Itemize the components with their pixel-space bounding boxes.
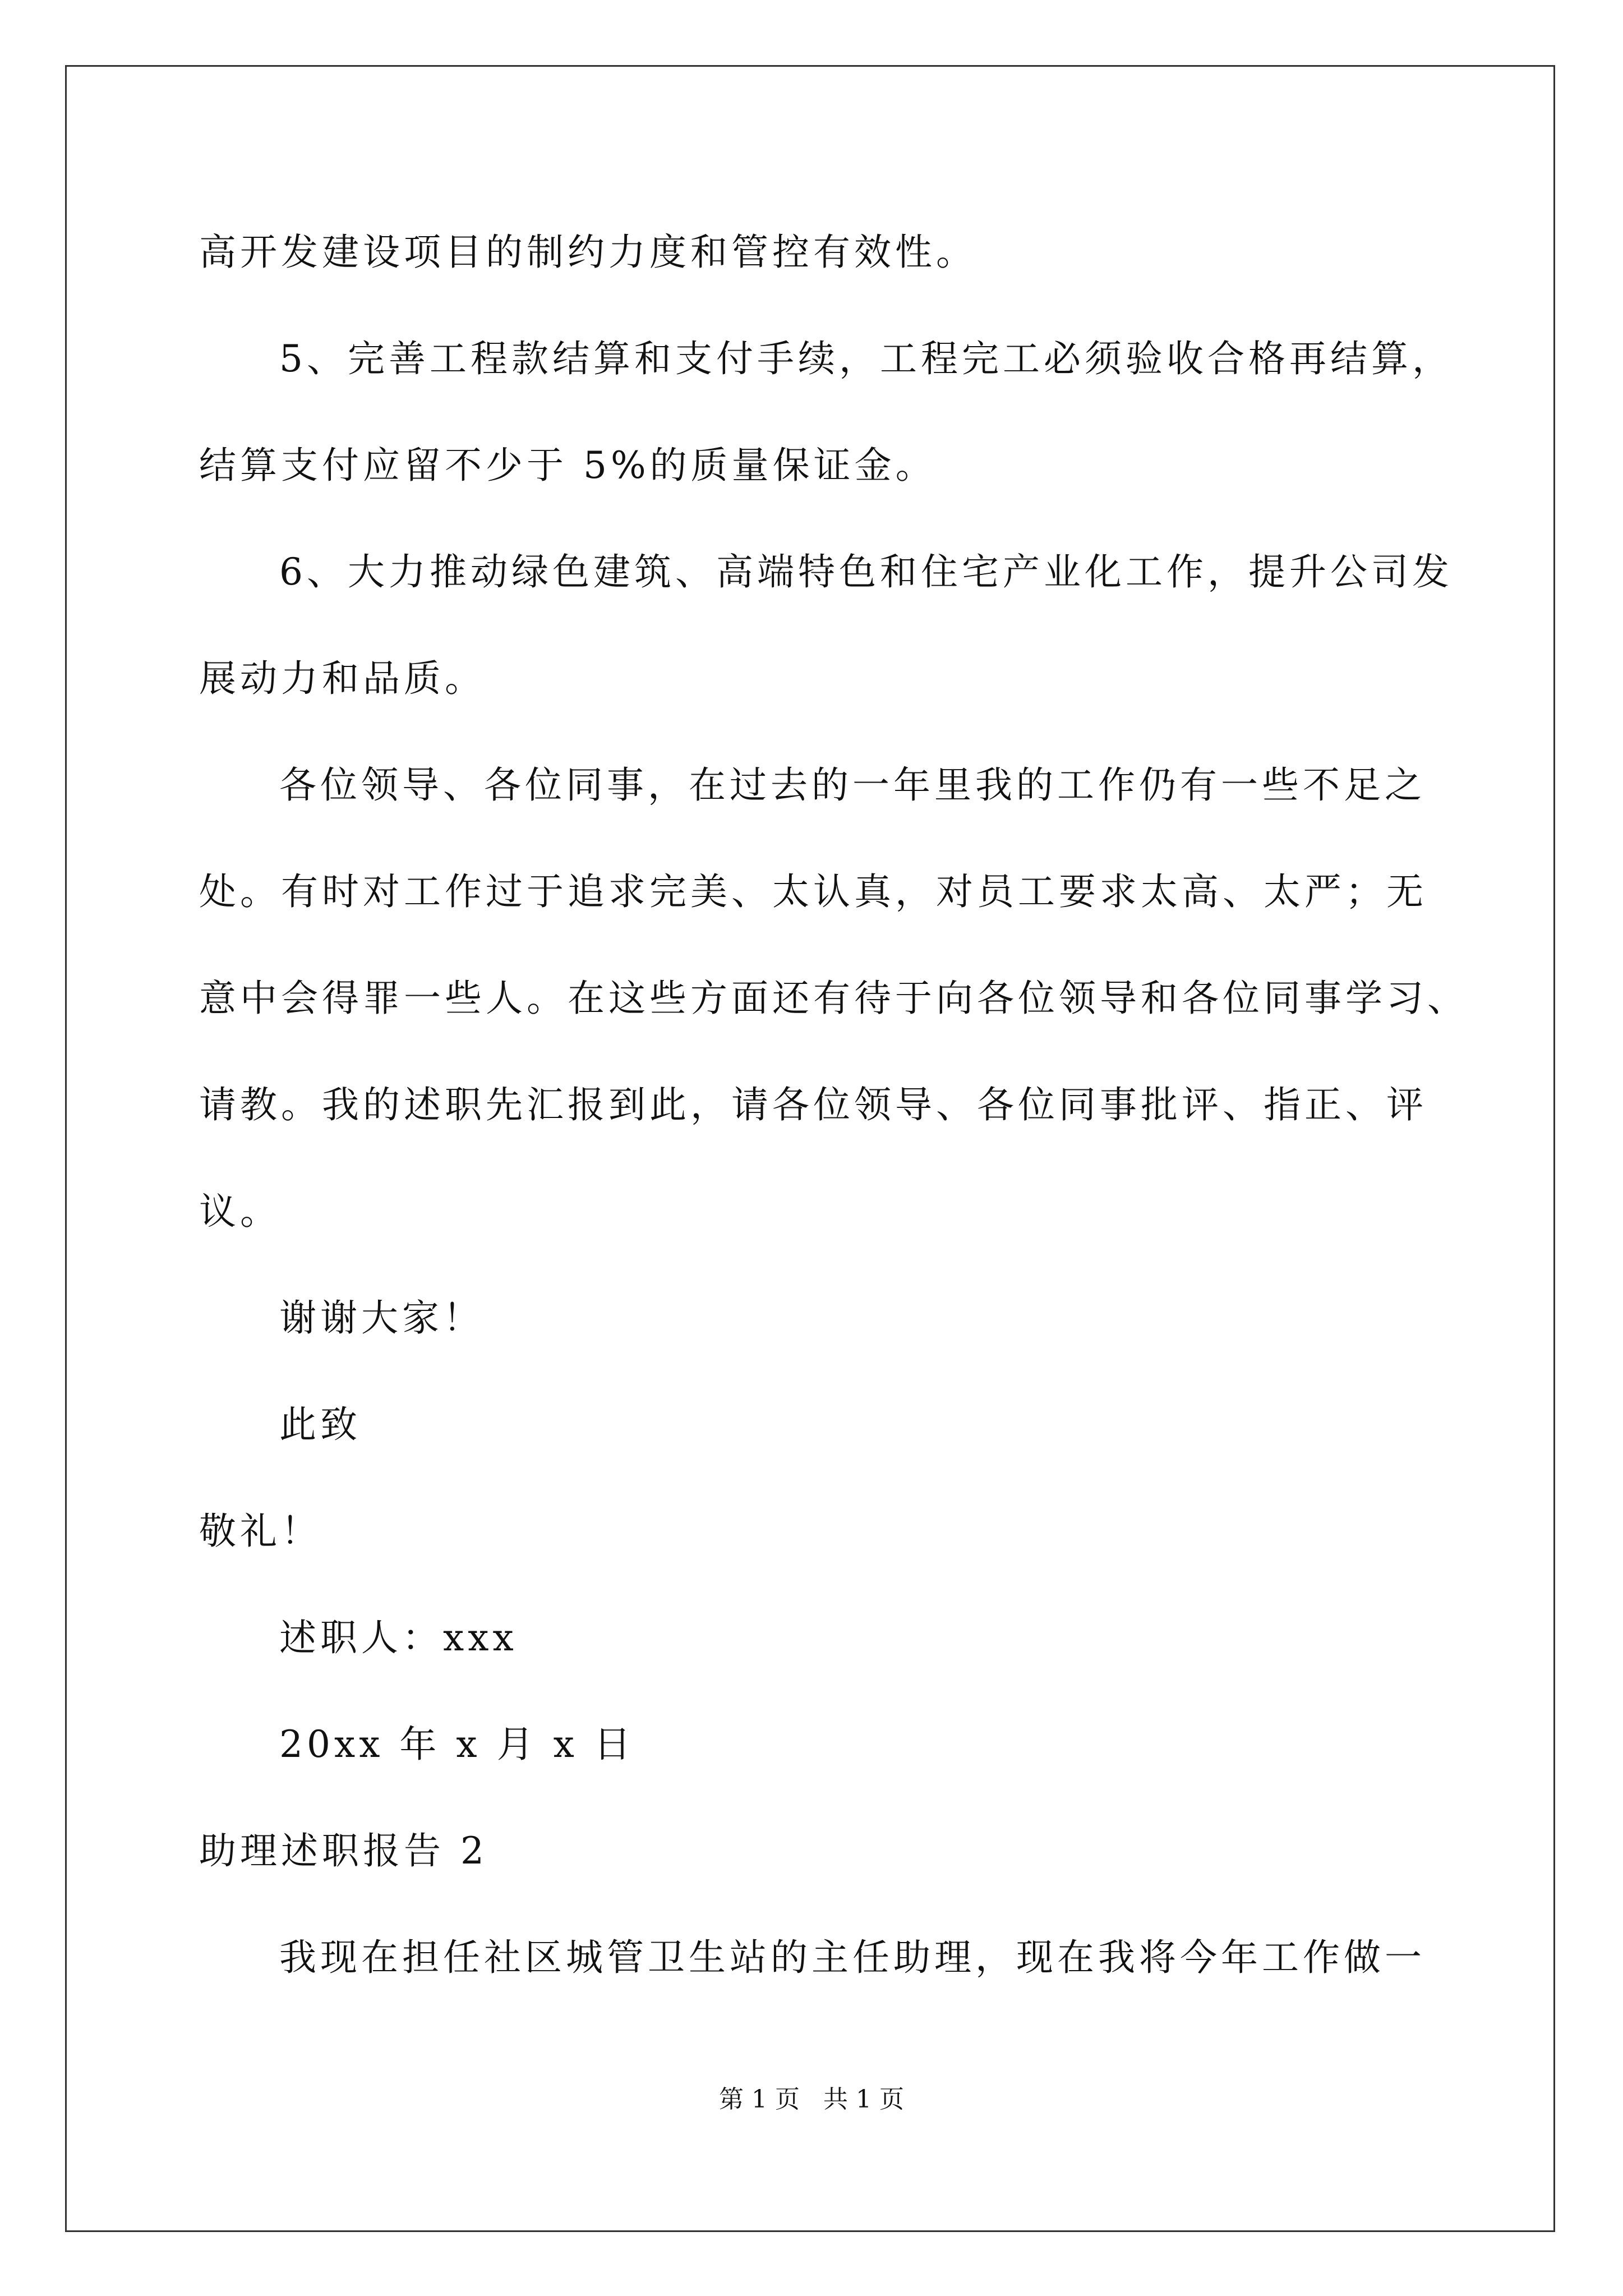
body-line-5: 展动力和品质。 bbox=[199, 657, 486, 700]
body-line-17: 我现在担任社区城管卫生站的主任助理，现在我将今年工作做一 bbox=[279, 1936, 1426, 1979]
body-line-7: 处。有时对工作过于追求完美、太认真，对员工要求太高、太严；无 bbox=[199, 870, 1427, 913]
reporter-line: 述职人：xxx bbox=[279, 1616, 518, 1659]
body-line-1: 高开发建设项目的制约力度和管控有效性。 bbox=[199, 231, 977, 274]
date-line: 20xx 年 x 月 x 日 bbox=[279, 1723, 635, 1766]
page-border bbox=[65, 65, 1555, 2232]
body-line-9: 请教。我的述职先汇报到此，请各位领导、各位同事批评、指正、评 bbox=[199, 1083, 1427, 1126]
body-line-4: 6、大力推动绿色建筑、高端特色和住宅产业化工作，提升公司发 bbox=[279, 550, 1453, 593]
body-line-3: 结算支付应留不少于 5%的质量保证金。 bbox=[199, 444, 937, 487]
closing-salutation: 此致 bbox=[279, 1403, 361, 1446]
body-line-6: 各位领导、各位同事，在过去的一年里我的工作仍有一些不足之 bbox=[279, 763, 1426, 807]
section-title: 助理述职报告 2 bbox=[199, 1829, 488, 1872]
thanks-line: 谢谢大家！ bbox=[279, 1296, 484, 1340]
closing-respect: 敬礼！ bbox=[199, 1510, 322, 1553]
page-footer: 第 1 页 共 1 页 bbox=[719, 2085, 904, 2114]
body-line-8: 意中会得罪一些人。在这些方面还有待于向各位领导和各位同事学习、 bbox=[199, 977, 1468, 1020]
body-line-10: 议。 bbox=[199, 1190, 281, 1233]
body-line-2: 5、完善工程款结算和支付手续，工程完工必须验收合格再结算， bbox=[279, 337, 1453, 380]
